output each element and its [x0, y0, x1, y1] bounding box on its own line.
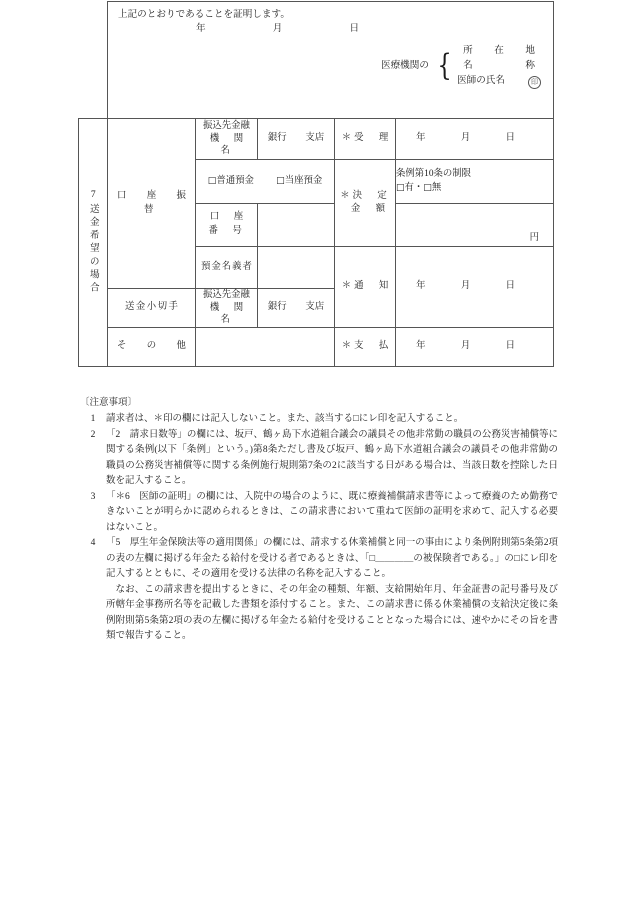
medical-institution-label: 医療機関の: [381, 59, 429, 71]
transfer-method-cell: [108, 119, 207, 289]
account-holder-label: 預金名義者: [201, 261, 253, 272]
amount-unit-label: 円: [529, 233, 540, 244]
receipt-date-cell[interactable]: [396, 119, 554, 160]
restriction-cell[interactable]: [396, 160, 554, 204]
address-label: 所 在 地: [463, 44, 542, 56]
note-item: [80, 536, 558, 644]
restriction-yes-checkbox[interactable]: □: [396, 182, 405, 193]
note-item: [80, 412, 558, 427]
note-paragraph: なお、この請求書を提出するときに、その年金の種類、年額、支給開始年月、年金証書の記号番号及び所轄年金事務所名等を記載した書類を添付すること。また、この請求書に係る休業補償の支給決定後に条例附則第5条第2項の表の左欄に掲げる年金たる給付を受けることとなった場合には、速やかにその旨を書類で報告すること。: [106, 584, 558, 642]
ordinary-deposit-checkbox[interactable]: □: [207, 175, 217, 186]
note-number: 2: [90, 429, 96, 440]
ordinary-deposit-label: 普通預金: [216, 175, 254, 186]
decision-amount-value-cell[interactable]: [396, 204, 554, 247]
curly-brace-icon: {: [437, 47, 452, 83]
payment-date-value: 年 月 日: [416, 341, 528, 352]
certification-date-line: 年 月 日: [196, 22, 376, 34]
restriction-yes-label: 有: [404, 182, 414, 193]
receipt-label-cell: [335, 119, 396, 160]
check-bank-branch-value: 銀行 支店: [267, 302, 325, 313]
other-method-label: そ の 他: [117, 341, 192, 352]
seal-icon: 印: [528, 76, 541, 89]
note-number: 4: [90, 538, 96, 549]
remittance-form-table: [78, 1, 554, 367]
check-bank-name-label-cell: [196, 289, 258, 328]
transfer-method-label: 口 座 振 替: [117, 190, 207, 215]
section-label-cell: [79, 119, 108, 367]
bank-branch-value: 銀行 支店: [267, 133, 325, 144]
note-paragraph: 「＊6 医師の証明」の欄には、入院中の場合のように、既に療養補償請求書等によって療養のため勤務できないことが明らかに認められるときは、この請求書において重ねて医師の証明を求めて、記入する必要はないこと。: [106, 491, 558, 533]
institution-name-label: 名 称: [463, 59, 542, 71]
notice-label-cell: [335, 247, 396, 328]
note-number: 1: [90, 414, 96, 425]
receipt-label: ＊受 理: [341, 133, 392, 144]
check-bank-branch-cell[interactable]: [258, 289, 335, 328]
check-method-label: 送金小切手: [125, 302, 180, 313]
note-paragraph: 請求者は、＊印の欄には記入しないこと。また、該当する□にレ印を記入すること。: [106, 414, 464, 425]
bank-branch-input-cell[interactable]: [258, 119, 335, 160]
note-paragraph: 「5 厚生年金保険法等の適用関係」の欄には、請求する休業補償と同一の事由により条例附則第5条第2項の表の左欄に掲げる年金たる給付を受ける者であるときは、「□＿＿＿＿の被保険者である。」の□にレ印を記入するとともに、その適用を受ける法律の名称を記入すること。: [106, 538, 558, 580]
note-text: [106, 412, 558, 427]
section-label-text: 7送金希望の場合: [87, 189, 99, 296]
decision-amount-label-cell: [335, 160, 396, 247]
account-holder-label-cell: [196, 247, 258, 289]
payment-date-cell[interactable]: [396, 328, 554, 367]
restriction-separator: ・: [413, 182, 424, 193]
note-text: [106, 490, 558, 536]
check-method-cell: [108, 289, 196, 328]
notice-date-value: 年 月 日: [416, 281, 528, 292]
bank-name-label-cell: [196, 119, 258, 160]
doctor-name-label: 医師の氏名: [457, 75, 506, 87]
note-item: [80, 428, 558, 490]
certification-row: [79, 2, 554, 119]
notice-label: ＊通 知: [341, 281, 392, 292]
bank-name-label: 振込先金融 機 関 名: [203, 120, 258, 157]
certification-gutter: [79, 2, 108, 119]
current-deposit-checkbox[interactable]: □: [276, 175, 285, 186]
account-holder-input-cell[interactable]: [258, 247, 335, 289]
account-number-input-cell[interactable]: [258, 204, 335, 247]
payment-label-cell: [335, 328, 396, 367]
note-text: [106, 536, 558, 644]
restriction-title: 条例第10条の制限: [396, 168, 472, 179]
certification-block: [108, 2, 554, 119]
receipt-date-value: 年 月 日: [416, 133, 528, 144]
notes-title: 〔注意事項〕: [80, 398, 138, 408]
note-paragraph: 「2 請求日数等」の欄には、坂戸、鶴ヶ島下水道組合議会の議員その他非常勤の職員の公務災害補償等に関する条例(以下「条例」という。)第8条ただし書及び坂戸、鶴ヶ島下水道組合議会の議員その他非常勤の職員の公務災害補償等に関する条例施行規則第7条の2に該当する日がある場合は、当該日数を控除した日数を記入すること。: [106, 429, 558, 487]
note-text: [106, 428, 558, 490]
other-method-row: [79, 328, 554, 367]
other-method-input-cell[interactable]: [196, 328, 335, 367]
current-deposit-option[interactable]: [276, 175, 322, 189]
bank-name-row: [79, 119, 554, 160]
note-number: 3: [90, 491, 96, 502]
restriction-no-label: 無: [431, 182, 442, 193]
check-bank-name-label: 振込先金融 機 関 名: [203, 290, 258, 326]
other-method-cell: [108, 328, 196, 367]
restriction-no-checkbox[interactable]: □: [423, 182, 432, 193]
ordinary-deposit-option[interactable]: [208, 175, 254, 189]
certification-statement: 上記のとおりであることを証明します。: [118, 9, 290, 20]
medical-institution-group: [108, 43, 553, 88]
restriction-options[interactable]: [396, 182, 553, 196]
notes-section: [80, 396, 558, 645]
deposit-type-cell: [196, 160, 335, 204]
decision-amount-label: ＊決 定 金 額: [340, 191, 390, 214]
account-number-label-cell: [196, 204, 258, 247]
current-deposit-label: 当座預金: [284, 175, 323, 186]
note-item: [80, 490, 558, 536]
notice-date-cell[interactable]: [396, 247, 554, 328]
payment-label: ＊支 払: [341, 341, 392, 352]
account-number-label: 口 座 番 号: [208, 212, 258, 236]
